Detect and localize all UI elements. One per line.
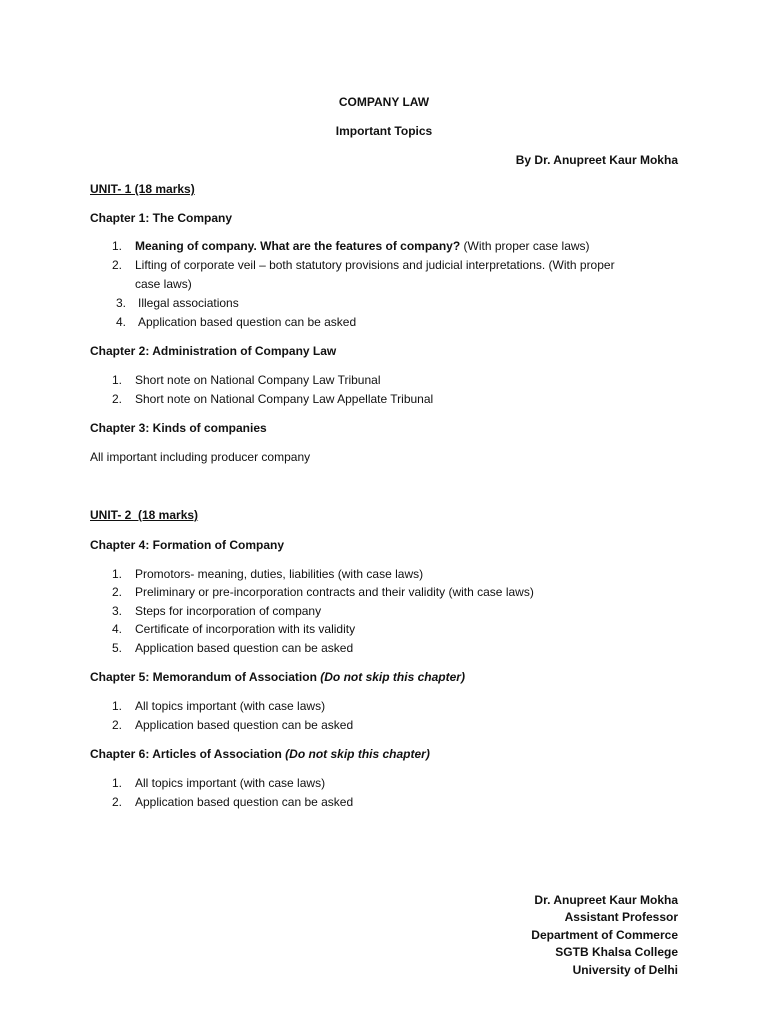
list-item: Steps for incorporation of company	[135, 604, 322, 618]
list-item: All topics important (with case laws)	[135, 776, 326, 790]
signature-line: Dr. Anupreet Kaur Mokha	[534, 893, 678, 907]
list-item: Lifting of corporate veil – both statutory provisions and judicial interpretations. (With proper	[135, 258, 615, 272]
list-item: Illegal associations	[138, 296, 239, 310]
list-number: 1.	[112, 699, 123, 713]
list-item	[135, 238, 590, 254]
list-number: 2.	[112, 718, 123, 732]
unit-1-heading: UNIT- 1 (18 marks)	[90, 182, 195, 196]
list-number: 4.	[116, 315, 127, 329]
chapter-3-note: All important including producer company	[90, 450, 311, 464]
list-number: 1.	[112, 373, 123, 387]
list-number: 2.	[112, 392, 123, 406]
list-item: Short note on National Company Law Appellate Tribunal	[135, 392, 434, 406]
signature-line: University of Delhi	[572, 963, 678, 977]
list-number: 3.	[116, 296, 127, 310]
chapter-6-emphasis: (Do not skip this chapter)	[285, 747, 430, 761]
list-item: Application based question can be asked	[135, 795, 354, 809]
list-item-continuation: case laws)	[135, 277, 192, 291]
chapter-5-heading	[90, 669, 465, 685]
list-item: Short note on National Company Law Tribunal	[135, 373, 381, 387]
list-item: Certificate of incorporation with its validity	[135, 622, 356, 636]
list-item: All topics important (with case laws)	[135, 699, 326, 713]
list-number: 5.	[112, 641, 123, 655]
list-item: Promotors- meaning, duties, liabilities (with case laws)	[135, 567, 424, 581]
list-number: 1.	[112, 239, 123, 253]
chapter-5-title: Chapter 5: Memorandum of Association	[90, 670, 317, 684]
list-number: 2.	[112, 795, 123, 809]
chapter-2-heading: Chapter 2: Administration of Company Law	[90, 344, 337, 358]
document-subtitle: Important Topics	[335, 124, 433, 138]
list-item: Application based question can be asked	[135, 718, 354, 732]
list-number: 2.	[112, 258, 123, 272]
signature-line: Assistant Professor	[564, 910, 678, 924]
chapter-5-emphasis: (Do not skip this chapter)	[320, 670, 465, 684]
list-number: 4.	[112, 622, 123, 636]
chapter-3-heading: Chapter 3: Kinds of companies	[90, 421, 267, 435]
list-number: 1.	[112, 776, 123, 790]
unit-2-heading: UNIT- 2 (18 marks)	[90, 508, 199, 522]
list-number: 2.	[112, 585, 123, 599]
list-number: 3.	[112, 604, 123, 618]
chapter-6-heading	[90, 746, 430, 762]
chapter-1-heading: Chapter 1: The Company	[90, 211, 233, 225]
author-line: By Dr. Anupreet Kaur Mokha	[515, 153, 678, 167]
list-number: 1.	[112, 567, 123, 581]
list-item: Preliminary or pre-incorporation contracts and their validity (with case laws)	[135, 585, 534, 599]
signature-line: SGTB Khalsa College	[555, 945, 678, 959]
signature-line: Department of Commerce	[531, 928, 678, 942]
document-title: COMPANY LAW	[338, 95, 430, 109]
list-item-note: (With proper case laws)	[463, 239, 590, 253]
list-item: Application based question can be asked	[138, 315, 357, 329]
chapter-6-title: Chapter 6: Articles of Association	[90, 747, 282, 761]
chapter-4-heading: Chapter 4: Formation of Company	[90, 538, 285, 552]
list-item-bold-text: Meaning of company. What are the features of company?	[135, 239, 461, 253]
list-item: Application based question can be asked	[135, 641, 354, 655]
